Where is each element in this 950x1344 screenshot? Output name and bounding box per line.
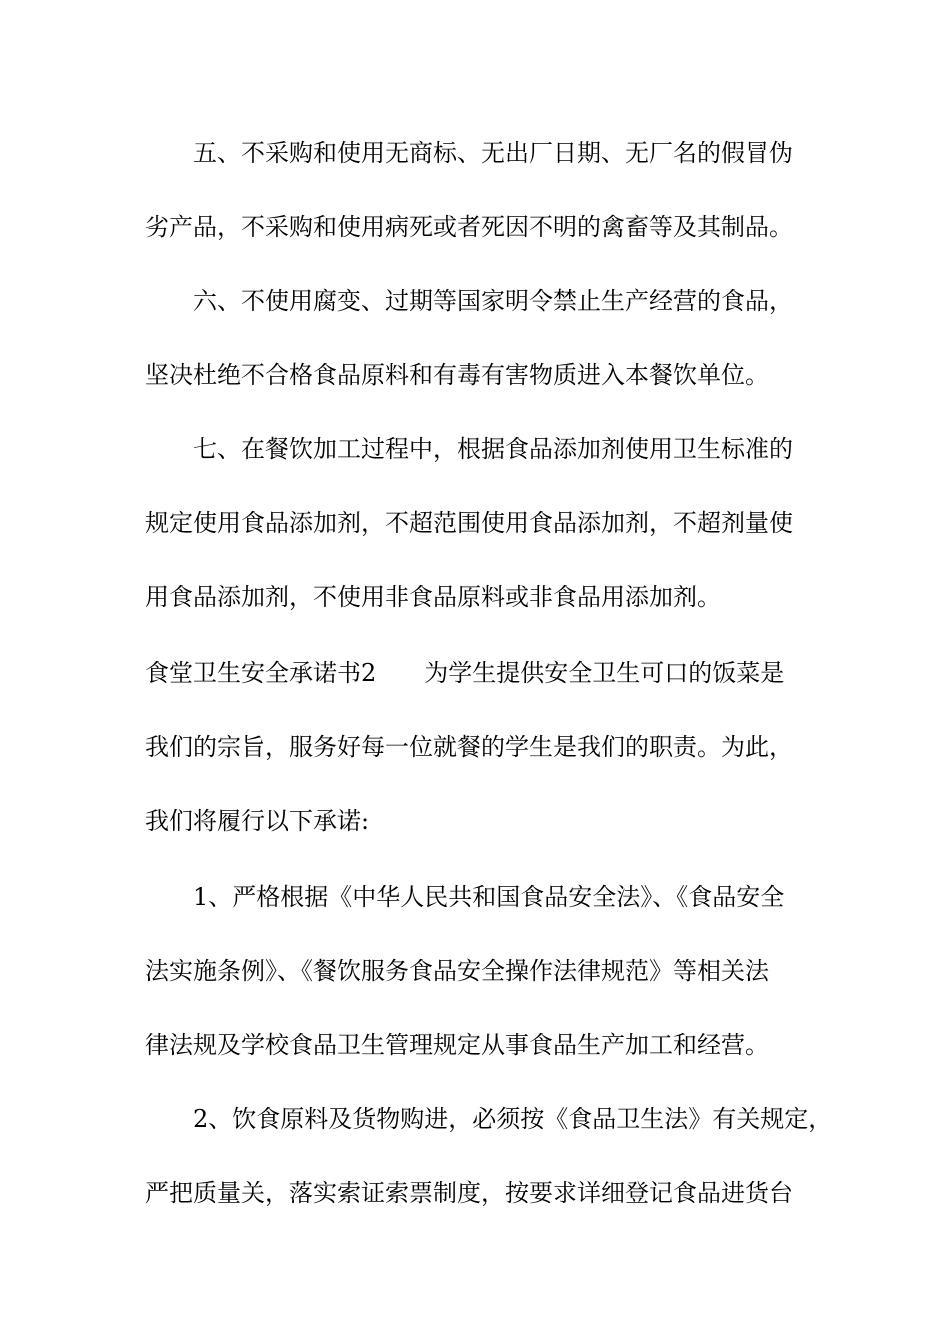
paragraph-line: 严把质量关，落实索证索票制度，按要求详细登记食品进货台 — [145, 1179, 793, 1207]
paragraph-line: 坚决杜绝不合格食品原料和有毒有害物质进入本餐饮单位。 — [145, 361, 769, 389]
paragraph-line: 法实施条例》、《餐饮服务食品安全操作法律规范》等相关法 — [145, 957, 769, 985]
section-heading-line: 食堂卫生安全承诺书2 为学生提供安全卫生可口的饭菜是 — [145, 659, 785, 687]
paragraph-line: 1、严格根据《中华人民共和国食品安全法》、《食品安全 — [193, 883, 785, 911]
paragraph-line: 劣产品，不采购和使用病死或者死因不明的禽畜等及其制品。 — [145, 213, 793, 241]
paragraph-line: 五、不采购和使用无商标、无出厂日期、无厂名的假冒伪 — [193, 139, 793, 167]
paragraph-line: 2、饮食原料及货物购进，必须按《食品卫生法》有关规定， — [193, 1105, 833, 1133]
paragraph-line: 六、不使用腐变、过期等国家明令禁止生产经营的食品， — [193, 287, 793, 315]
paragraph-line: 我们将履行以下承诺: — [145, 807, 370, 835]
paragraph-line: 规定使用食品添加剂，不超范围使用食品添加剂，不超剂量使 — [145, 509, 793, 537]
paragraph-line: 用食品添加剂，不使用非食品原料或非食品用添加剂。 — [145, 583, 721, 611]
paragraph-line: 七、在餐饮加工过程中，根据食品添加剂使用卫生标准的 — [193, 435, 793, 463]
paragraph-line: 我们的宗旨，服务好每一位就餐的学生是我们的职责。为此， — [145, 733, 793, 761]
paragraph-line: 律法规及学校食品卫生管理规定从事食品生产加工和经营。 — [145, 1031, 769, 1059]
